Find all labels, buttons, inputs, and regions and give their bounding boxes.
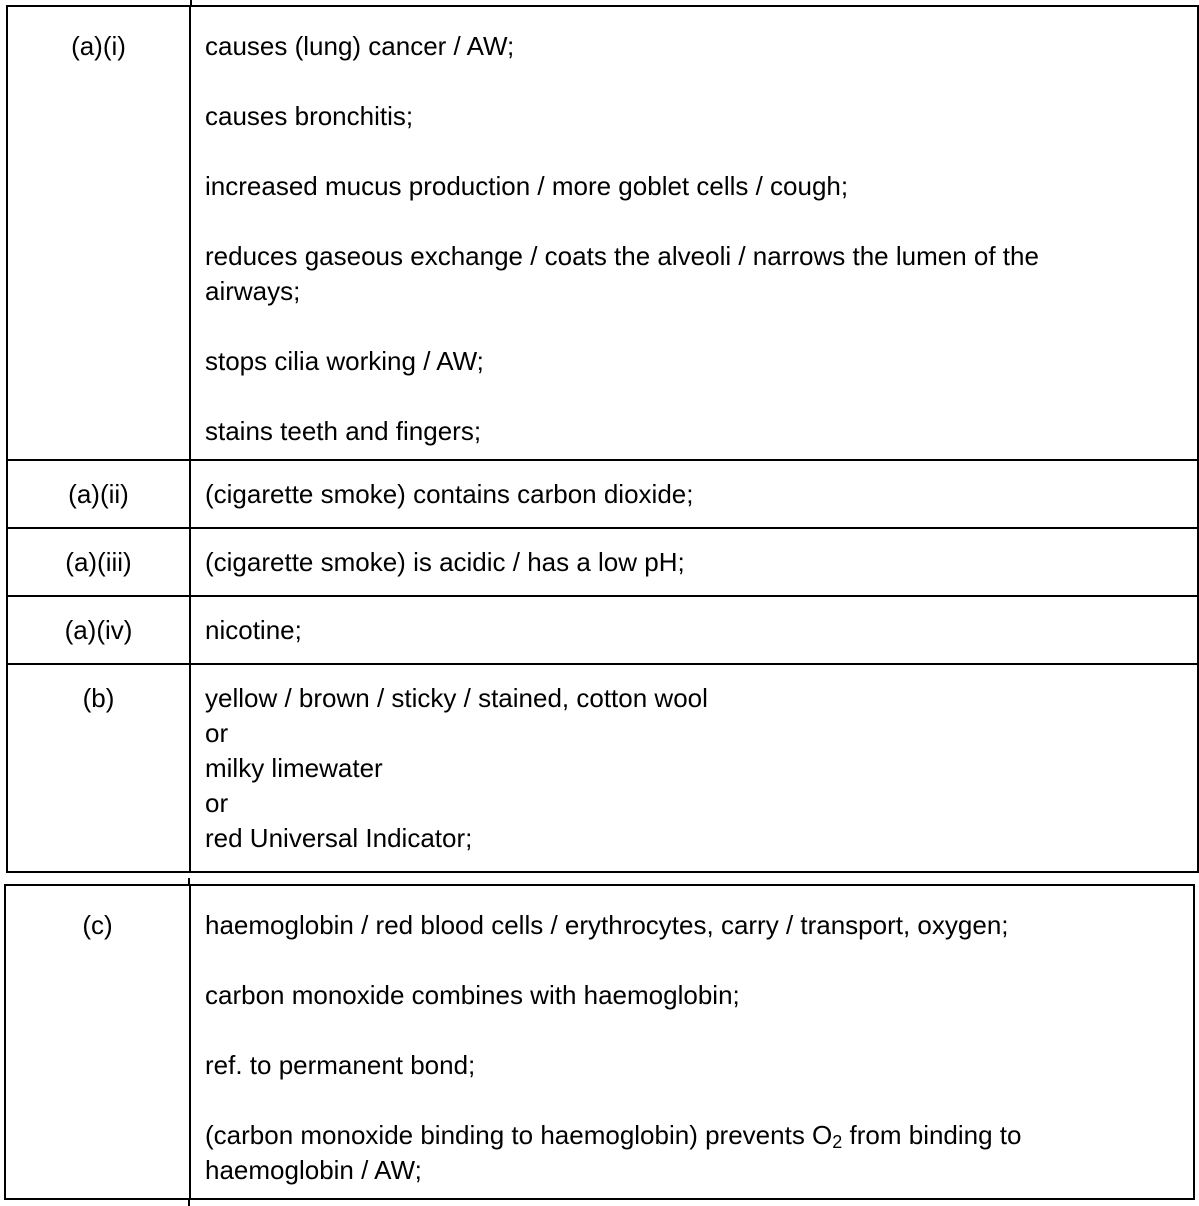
answer-line: or: [205, 788, 229, 818]
answer-cell: [191, 7, 1197, 459]
answer-line: [205, 204, 1177, 239]
answer-line: carbon monoxide combines with haemoglobin;: [205, 980, 740, 1010]
table-row: [8, 529, 1197, 597]
answer-line: causes (lung) cancer / AW;: [205, 31, 515, 61]
answer-cell: [191, 461, 1197, 527]
answer-line: milky limewater: [205, 753, 383, 783]
table-border-stub: [188, 1198, 190, 1206]
mark-scheme-table: [6, 5, 1199, 873]
answer-line: [205, 64, 1177, 99]
question-part: (b): [8, 665, 191, 871]
answer-line: or: [205, 718, 229, 748]
answer-line: [205, 379, 1177, 414]
mark-scheme-table: [4, 884, 1195, 1200]
table-row: [8, 461, 1197, 529]
answer-line: stops cilia working / AW;: [205, 346, 484, 376]
question-part: (c): [6, 886, 191, 1200]
subscript: 2: [832, 1132, 843, 1152]
answer-line: ref. to permanent bond;: [205, 1050, 476, 1080]
answer-line: (cigarette smoke) is acidic / has a low pH;: [205, 547, 685, 577]
answer-text: from binding to: [842, 1120, 1022, 1150]
answer-line: [205, 134, 1177, 169]
question-part: (a)(iii): [8, 529, 191, 595]
answer-line: haemoglobin / red blood cells / erythrocytes, carry / transport, oxygen;: [205, 910, 1009, 940]
answer-cell: [191, 665, 1197, 871]
table-row: [8, 665, 1197, 873]
answer-text: (carbon monoxide binding to haemoglobin) prevents O: [205, 1120, 833, 1150]
answer-cell: [191, 886, 1193, 1200]
answer-line: [205, 943, 1173, 978]
answer-line: increased mucus production / more goblet cells / cough;: [205, 171, 849, 201]
answer-line: red Universal Indicator;: [205, 823, 473, 853]
table-row: [6, 884, 1193, 1200]
answer-line: airways;: [205, 276, 301, 306]
answer-line: (cigarette smoke) contains carbon dioxide;: [205, 479, 694, 509]
question-part: (a)(ii): [8, 461, 191, 527]
answer-line: yellow / brown / sticky / stained, cotton wool: [205, 683, 708, 713]
table-row: [8, 5, 1197, 461]
table-bottom-border: [4, 1198, 1195, 1200]
answer-line: [205, 309, 1177, 344]
answer-line: stains teeth and fingers;: [205, 416, 482, 446]
table-row: [8, 597, 1197, 665]
answer-line: haemoglobin / AW;: [205, 1155, 422, 1185]
answer-cell: [191, 529, 1197, 595]
answer-cell: [191, 597, 1197, 663]
answer-line: [205, 1083, 1173, 1118]
answer-line: causes bronchitis;: [205, 101, 414, 131]
answer-line: [205, 1118, 1173, 1153]
answer-line: [205, 1013, 1173, 1048]
question-part: (a)(iv): [8, 597, 191, 663]
answer-line: reduces gaseous exchange / coats the alveoli / narrows the lumen of the: [205, 241, 1039, 271]
question-part: (a)(i): [8, 7, 191, 459]
answer-line: nicotine;: [205, 615, 302, 645]
